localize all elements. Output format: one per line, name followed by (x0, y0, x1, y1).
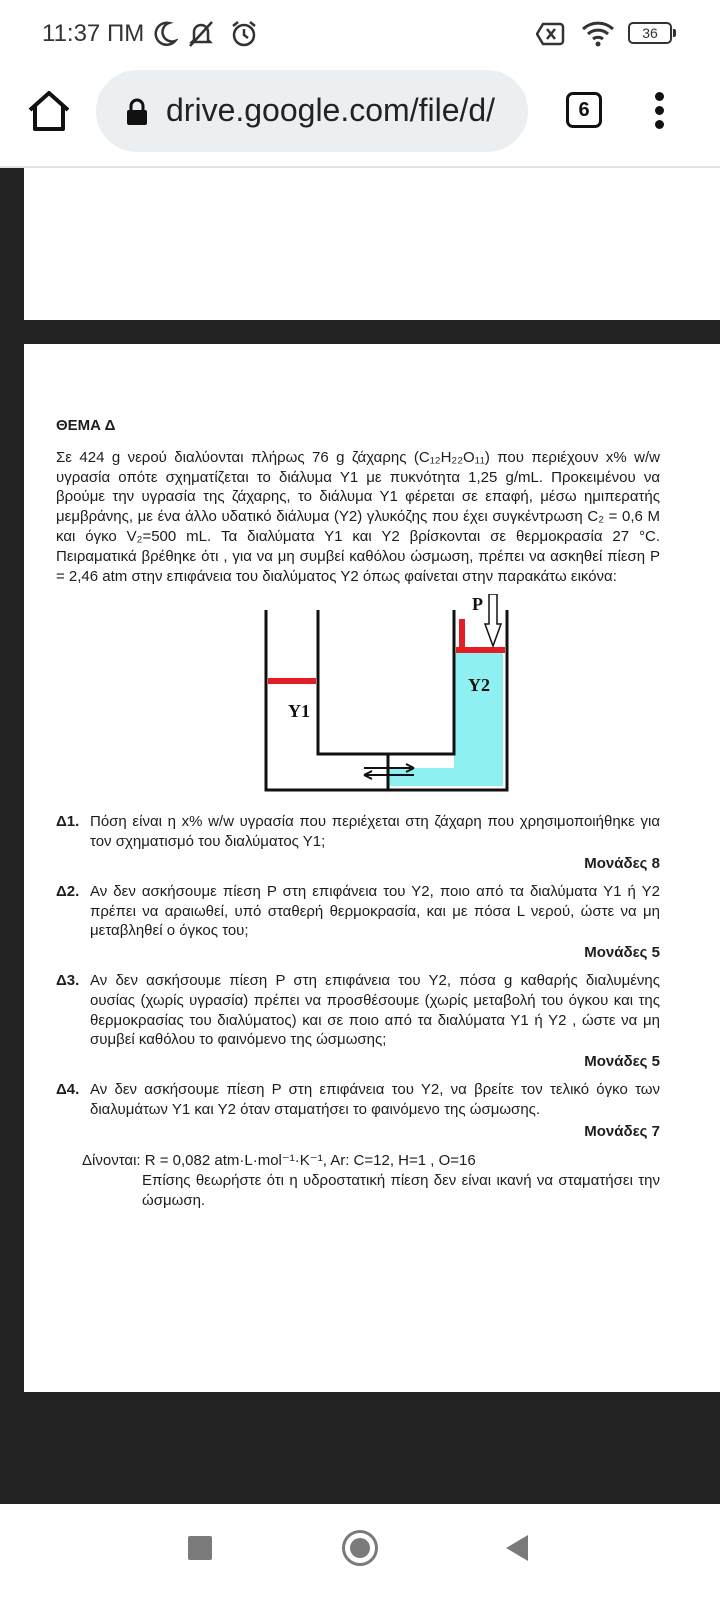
question-d4 (56, 1080, 660, 1120)
points-label: Μονάδες 7 (584, 1122, 660, 1140)
lock-icon (126, 98, 148, 126)
u-tube-inner (318, 610, 454, 754)
points-label: Μονάδες 5 (584, 944, 660, 962)
osmosis-figure (56, 594, 660, 804)
document-content (56, 416, 660, 1211)
points-label: Μονάδες 8 (584, 854, 660, 872)
document-page (24, 344, 720, 1392)
url-bar[interactable] (96, 70, 528, 152)
home-icon[interactable] (26, 88, 72, 134)
more-vert-icon[interactable] (652, 92, 666, 132)
given-data: Δίνονται: R = 0,082 atm·L·mol⁻¹·K⁻¹, Ar: C=12, H=1 , O=16 (82, 1152, 476, 1170)
label-y1: Υ1 (288, 701, 310, 722)
question-number: Δ2. (56, 882, 80, 900)
recents-icon[interactable] (188, 1536, 212, 1560)
moon-icon (152, 20, 178, 48)
pressure-arrow (485, 594, 501, 646)
given-note: Επίσης θεωρήστε ότι η υδροστατική πίεση δεν είναι ικανή να σταματήσει την ώσμωση. (142, 1172, 660, 1209)
wifi-icon (580, 20, 616, 48)
mute-icon (186, 20, 216, 48)
question-text: Αν δεν ασκήσουμε πίεση P στη επιφάνεια του Υ2, πόσα g καθαρής διαλυμένης ουσίας (χωρίς υγρασία) πρέπει να προσθέσουμε (χωρίς μεταβολή του όγκου και της θερμοκρασίας του διαλύματος) και σε ποιο από τα διαλύματα Υ1 ή Υ2 , ώστε να μη συμβεί καθόλου το φαινόμενο της ώσμωσης; (90, 971, 660, 1049)
back-icon[interactable] (506, 1535, 528, 1561)
browser-toolbar (0, 66, 720, 166)
home-circle-icon[interactable] (342, 1530, 378, 1566)
question-d2 (56, 882, 660, 941)
u-tube-diagram (56, 594, 660, 804)
points-label: Μονάδες 5 (584, 1053, 660, 1071)
system-nav-bar (0, 1504, 720, 1600)
label-p: P (472, 594, 483, 615)
question-number: Δ4. (56, 1080, 80, 1098)
alarm-icon (230, 20, 258, 48)
y2-solution-fill (388, 652, 503, 786)
page-title: ΘΕΜΑ Δ (56, 417, 116, 434)
previous-page (24, 168, 720, 320)
question-text: Αν δεν ασκήσουμε πίεση P στη επιφάνεια του Υ2, να βρείτε τον τελικό όγκο των διαλυμάτων Υ1 και Υ2 όταν σταματήσει το φαινόμενο της ώσμωσης. (90, 1080, 660, 1118)
drive-viewer[interactable] (0, 168, 720, 1504)
question-number: Δ3. (56, 971, 80, 989)
status-time: 11:37 ΠΜ (42, 20, 145, 47)
question-text: Πόση είναι η x% w/w υγρασία που περιέχεται στη ζάχαρη που χρησιμοποιήθηκε για τον σχηματισμό του διαλύματος Υ1; (90, 813, 660, 851)
question-text: Αν δεν ασκήσουμε πίεση P στη επιφάνεια του Υ2, ποιο από τα διαλύματα Υ1 ή Υ2 πρέπει να αραιωθεί, υπό σταθερή θερμοκρασία, και με πόσα L νερού, ώστε να μη μεταβληθεί ο όγκος του; (90, 882, 660, 940)
label-y2: Υ2 (468, 675, 490, 696)
tabs-icon[interactable]: 6 (566, 92, 602, 128)
battery-icon: 36 (628, 22, 672, 44)
intro-paragraph: Σε 424 g νερού διαλύονται πλήρως 76 g ζάχαρης (C₁₂H₂₂O₁₁) που περιέχουν x% w/w υγρασία οπότε σχηματίζεται το διάλυμα Υ1 με πυκνότητα 1,25 g/mL. Προκειμένου να βρούμε την υγρασία της ζάχαρης, το διάλυμα Υ1 φέρεται σε επαφή, μέσω ημιπερατής μεμβράνης, με ένα άλλο υδατικό διάλυμα (Υ2) γλυκόζης που έχει συγκέντρωση C₂ = 0,6 M και όγκο V₂=500 mL. Τα διαλύματα Υ1 και Υ2 βρίσκονται σε θερμοκρασία 27 °C. Πειραματικά βρέθηκε ότι , για να μη συμβεί καθόλου ώσμωση, πρέπει να ασκηθεί πίεση P = 2,46 atm στην επιφάνεια του διαλύματος Υ2 όπως φαίνεται στην παρακάτω εικόνα: (56, 448, 660, 585)
question-d1 (56, 812, 660, 852)
status-bar (0, 0, 720, 66)
no-sim-icon (536, 20, 566, 48)
question-number: Δ1. (56, 813, 80, 831)
question-d3 (56, 971, 660, 1050)
url-text: drive.google.com/file/d/ (166, 92, 496, 128)
